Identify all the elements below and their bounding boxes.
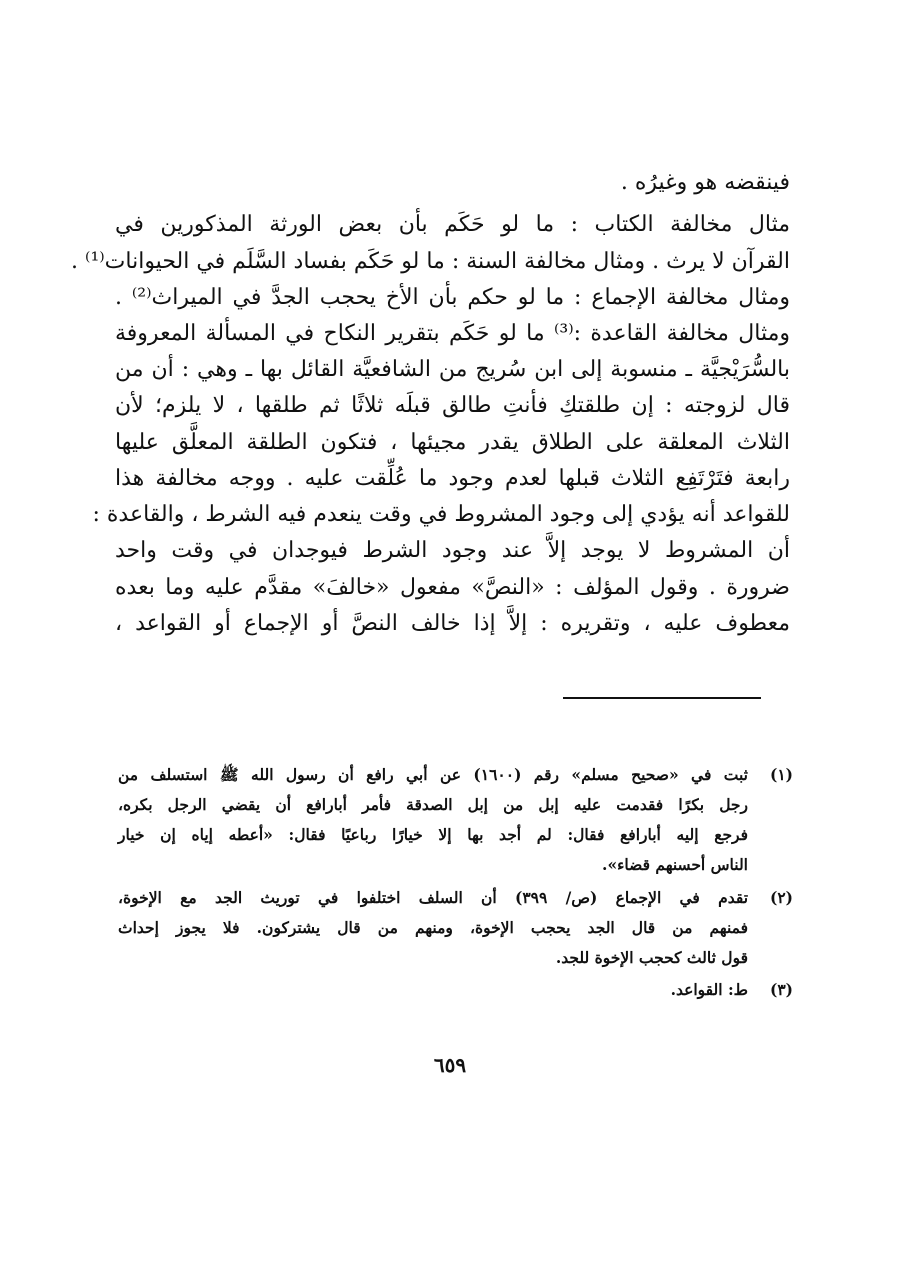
main-text-line: ومثال مخالفة القاعدة :⁽³⁾ ما لو حَكَم بتقرير النكاح في المسألة المعروفة <box>115 321 791 346</box>
footnote-separator <box>563 697 761 699</box>
footnote-line: تقدم في الإجماع (ص/ ٣٩٩) أن السلف اختلفوا في توريث الجد مع الإخوة، <box>118 888 749 907</box>
footnote-number: (٢) <box>769 888 793 907</box>
footnote-line: رجل بكرًا فقدمت عليه إبل من إبل الصدقة فأمر أبارافع أن يقضي الرجل بكره، <box>118 795 748 814</box>
main-text-line: فينقضه هو وغيرُه . <box>620 170 790 195</box>
footnote-line: ثبت في «صحيح مسلم» رقم (١٦٠٠) عن أبي رافع أن رسول الله ﷺ استسلف من <box>118 765 748 784</box>
main-text-line: ضرورة . وقول المؤلف : «النصَّ» مفعول «خالفَ» مقدَّم عليه وما بعده <box>115 575 790 600</box>
footnote-number: (١) <box>769 765 793 784</box>
main-text-line: معطوف عليه ، وتقريره : إلاَّ إذا خالف النصَّ أو الإجماع أو القواعد ، <box>115 611 790 636</box>
footnote-number: (٣) <box>769 980 793 999</box>
main-text-line: القرآن لا يرث . ومثال مخالفة السنة : ما لو حَكَم بفساد السَّلَم في الحيوانات⁽¹⁾ . <box>71 249 790 274</box>
main-text-line: الثلاث المعلقة على الطلاق يقدر مجيئها ، فتكون الطلقة المعلَّق عليها <box>115 430 790 455</box>
footnote-line: فرجع إليه أبارافع فقال: لم أجد بها إلا خيارًا رباعيًا فقال: «أعطه إياه إن خيار <box>118 825 748 844</box>
footnote-line: فمنهم من قال الجد يحجب الإخوة، ومنهم من قال يشتركون. فلا يجوز إحداث <box>118 918 748 937</box>
footnote-line: ط: القواعد. <box>670 980 748 999</box>
main-text-line: بالسُّرَيْجيَّة ـ منسوبة إلى ابن سُريج من الشافعيَّة القائل بها ـ وهي : أن من <box>115 357 790 382</box>
footnote-line: الناس أحسنهم قضاء». <box>602 855 748 874</box>
page-number: ٦٥٩ <box>433 1053 467 1077</box>
main-text-line: رابعة فتَرْتَفِع الثلاث قبلها لعدم وجود ما عُلِّقت عليه . ووجه مخالفة هذا <box>115 466 790 491</box>
main-text-line: أن المشروط لا يوجد إلاَّ عند وجود الشرط فيوجدان في وقت واحد <box>115 538 790 563</box>
main-text-line: مثال مخالفة الكتاب : ما لو حَكَم بأن بعض الورثة المذكورين في <box>115 212 790 237</box>
main-text-line: ومثال مخالفة الإجماع : ما لو حكم بأن الأخ يحجب الجدَّ في الميراث⁽²⁾ . <box>115 285 791 310</box>
main-text-line: للقواعد أنه يؤدي إلى وجود المشروط في وقت ينعدم فيه الشرط ، والقاعدة : <box>92 502 790 527</box>
main-text-line: قال لزوجته : إن طلقتكِ فأنتِ طالق قبلَه ثلاثًا ثم طلقها ، لا يلزم؛ لأن <box>115 393 790 418</box>
footnote-line: قول ثالث كحجب الإخوة للجد. <box>555 948 748 967</box>
